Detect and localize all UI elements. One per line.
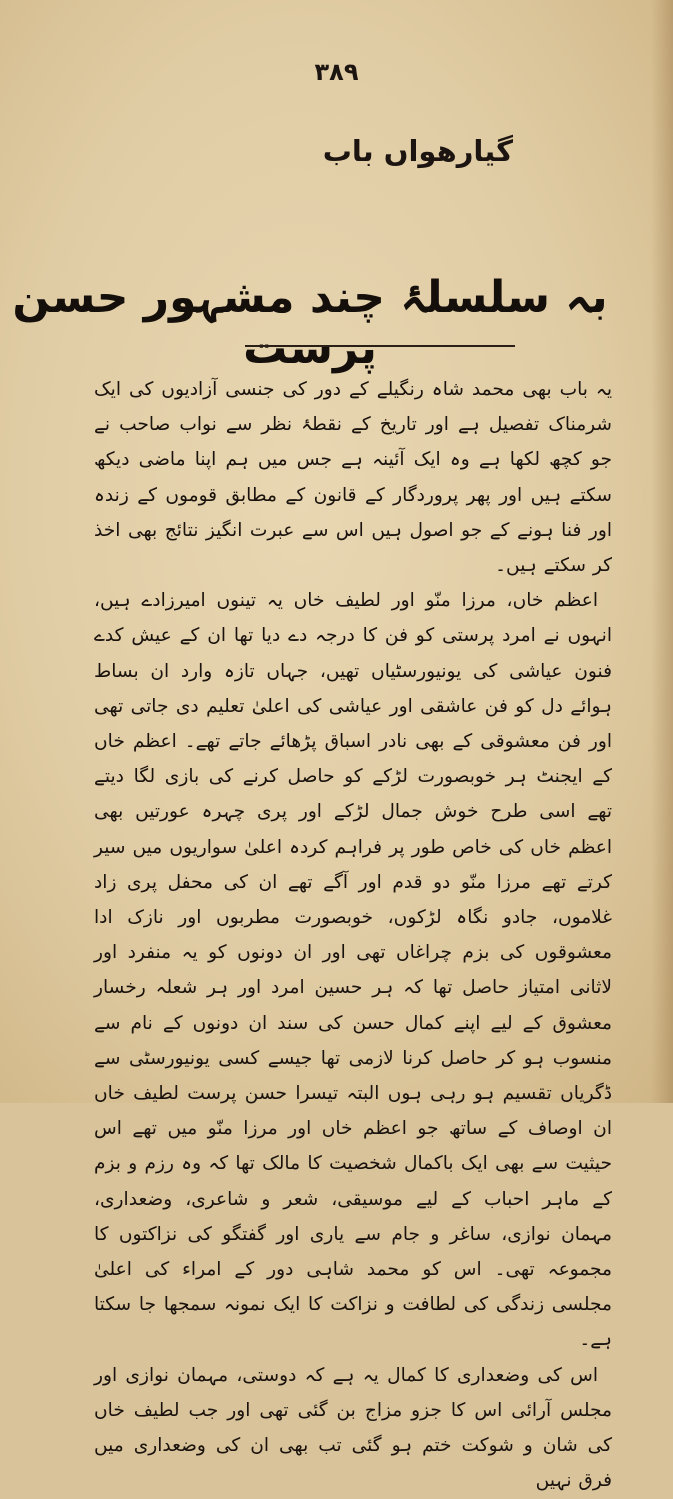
chapter-title: بہ سلسلۂ چند مشہور حسن پرست (12, 272, 608, 374)
page-number: ۳۸۹ (314, 58, 359, 86)
title-underline (245, 345, 515, 347)
paragraph-intro: یہ باب بھی محمد شاہ رنگیلے کے دور کی جنسی آزادیوں کی ایک شرمناک تفصیل ہے اور تاریخ کے نقطۂ نظر سے نواب صاحب نے جو کچھ لکھا ہے وہ ایک آئینہ ہے جس میں ہم اپنا ماضی دیکھ سکتے ہیں اور پھر پروردگار کے قانون کے مطابق قوموں کے زندہ اور فنا ہونے کے جو اصول ہیں اس سے عبرت انگیز نتائج بھی اخذ کر سکتے ہیں۔ (94, 379, 612, 577)
paragraph-main: اعظم خاں، مرزا منّو اور لطیف خاں یہ تینوں امیرزادے ہیں، انہوں نے امرد پرستی کو فن کا درجہ دے دیا تھا ان کے عیش کدے فنون عیاشی کی یونیورسٹیاں تھیں، جہاں تازہ وارد ان بساط ہوائے دل کو فن عاشقی اور عیاشی کی اعلیٰ تعلیم دی جاتی تھی اور فن معشوقی کے بھی نادر اسباق پڑھائے جاتے تھے۔ اعظم خاں کے ایجنٹ ہر خوبصورت لڑکے کو حاصل کرنے کی بازی لگا دیتے تھے اسی طرح خوش جمال لڑکے اور پری چہرہ عورتیں بھی اعظم خاں کی خاص طور پر فراہم کردہ اعلیٰ سواریوں میں سیر کرتے تھے مرزا منّو دو قدم اور آگے تھے ان کی محفل پری زاد غلاموں، جادو نگاہ لڑکوں، خوبصورت مطربوں اور نازک ادا معشوقوں کی بزم چراغاں تھی اور ان دونوں کو یہ منفرد اور لاثانی امتیاز حاصل تھا کہ ہر حسین امرد اور ہر شعلہ رخسار معشوق کے لیے اپنے کمال حسن کی سند ان دونوں کے نام سے منسوب ہو کر حاصل کرنا لازمی تھا جیسے کسی یونیورسٹی سے ڈگریاں تقسیم ہو رہی ہوں البتہ تیسرا حسن پرست لطیف خاں ان اوصاف کے ساتھ جو اعظم خاں اور مرزا منّو میں تھے اس حیثیت سے بھی ایک باکمال شخصیت کا مالک تھا کہ وہ رزم و بزم کے ماہر احباب کے لیے موسیقی، شعر و شاعری، وضعداری، مہمان نوازی، ساغر و جام سے یاری اور گفتگو کی نزاکتوں کا مجموعہ تھی۔ اس کو محمد شاہی دور کے امراء کی اعلیٰ مجلسی زندگی کی لطافت و نزاکت کا ایک نمونہ سمجھا جا سکتا ہے۔ (94, 590, 612, 1351)
chapter-label: گیارھواں باب (322, 134, 513, 168)
page-edge-shadow (651, 0, 673, 1103)
paragraph-closing: اس کی وضعداری کا کمال یہ ہے کہ دوستی، مہمان نوازی اور مجلس آرائی اس کا جزو مزاج بن گئی تھی اور جب لطیف خاں کی شان و شوکت ختم ہو گئی تب بھی ان کی وضعداری میں فرق نہیں (94, 1364, 612, 1492)
body-text (94, 372, 612, 1499)
